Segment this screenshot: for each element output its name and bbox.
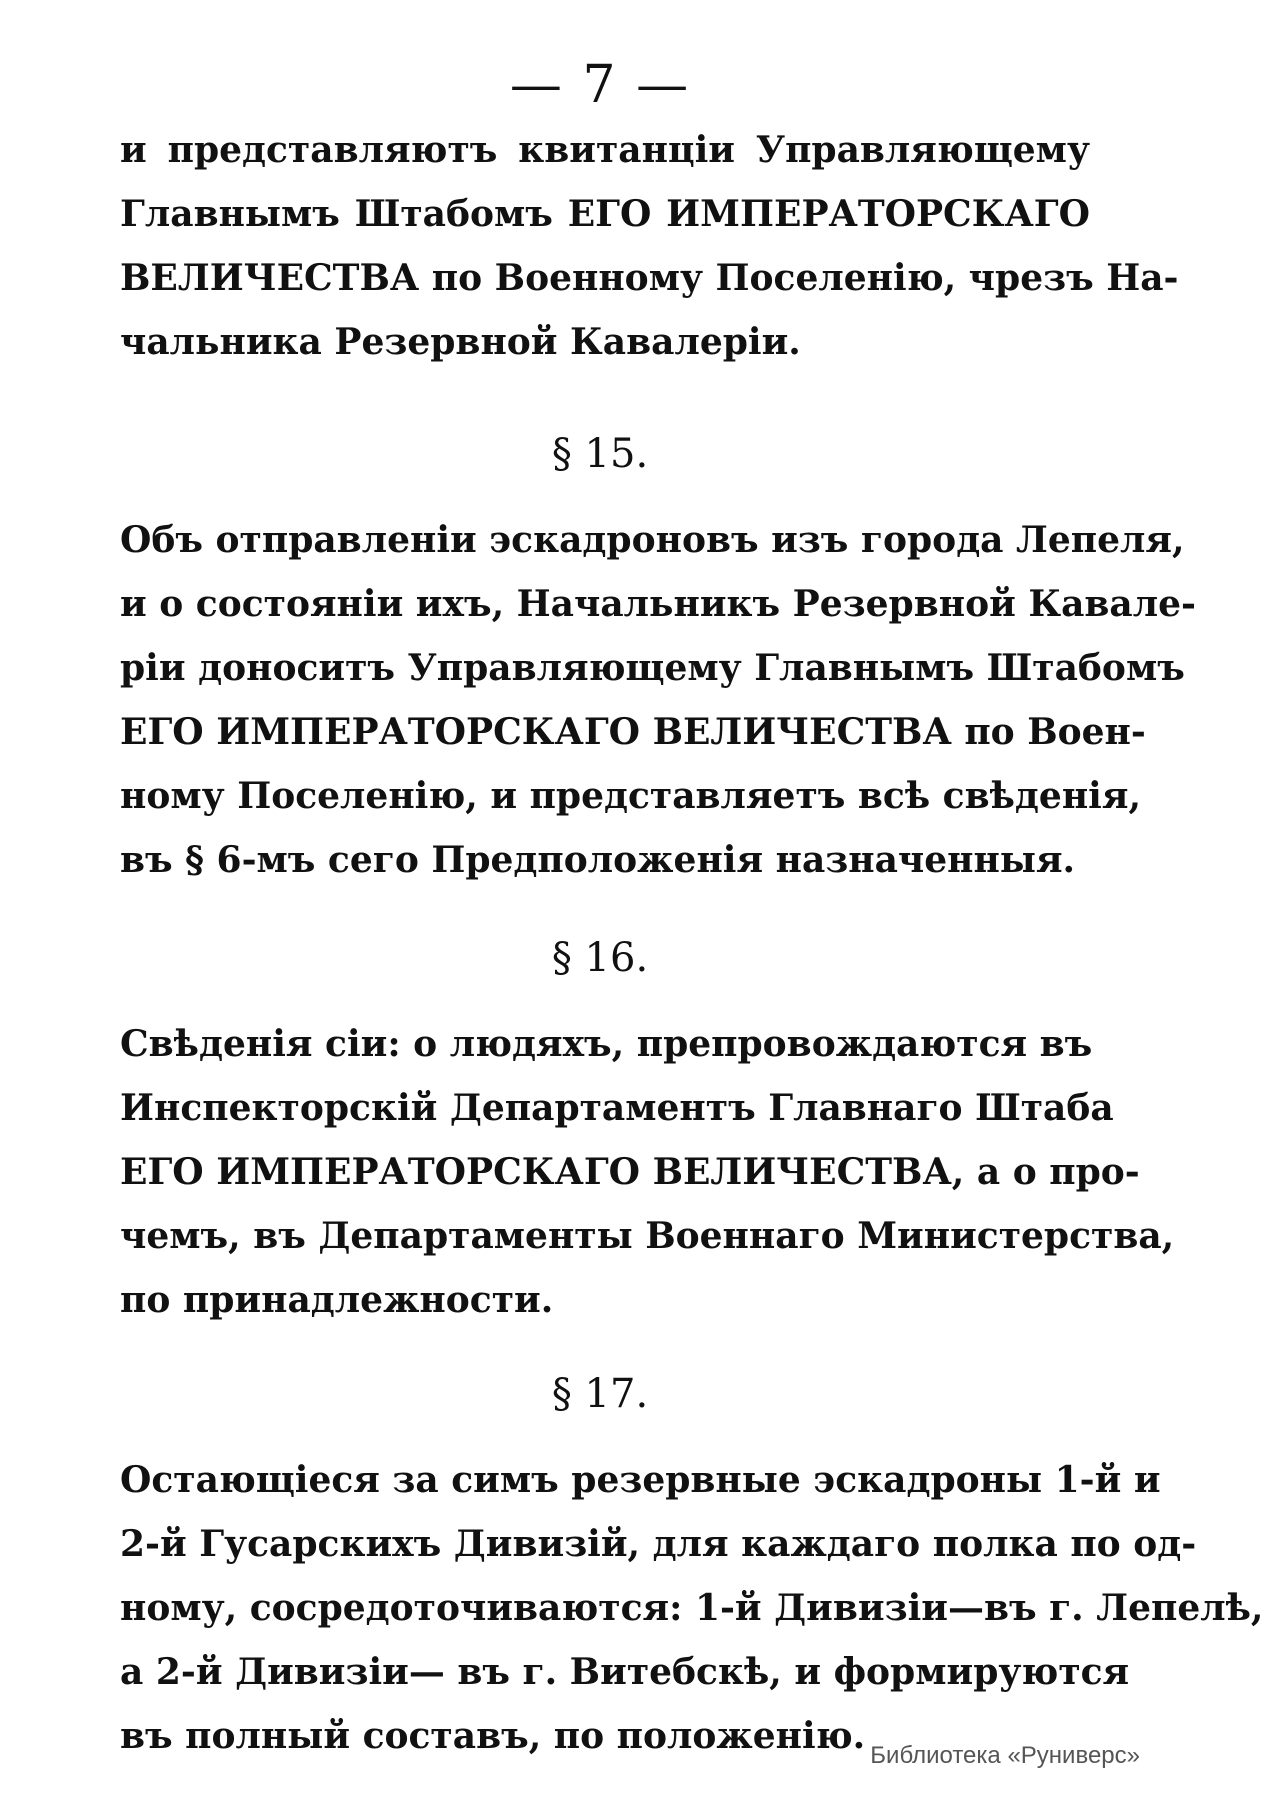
text-line: Остающіеся за симъ резервные эскадроны 1-й и bbox=[120, 1459, 1161, 1501]
text-line: и представляютъ квитанціи Управляющему bbox=[120, 129, 1090, 171]
text-line: а 2-й Дивизіи— въ г. Витебскѣ, и формируются bbox=[120, 1651, 1130, 1693]
section-heading-16: § 16. bbox=[551, 935, 649, 981]
text-line: въ § 6-мъ сего Предположенія назначенныя. bbox=[120, 839, 1076, 881]
text-line: Объ отправленіи эскадроновъ изъ города Лепеля, bbox=[120, 519, 1185, 561]
paragraph-section-16 bbox=[120, 1012, 1175, 1332]
text-line: ЕГО ИМПЕРАТОРСКАГО ВЕЛИЧЕСТВА по Воен- bbox=[120, 711, 1146, 753]
library-watermark: Библиотека «Руниверс» bbox=[870, 1742, 1140, 1769]
text-line: 2-й Гусарскихъ Дивизій, для каждаго полка по од- bbox=[120, 1523, 1197, 1565]
text-line: Главнымъ Штабомъ ЕГО ИМПЕРАТОРСКАГО bbox=[120, 193, 1090, 235]
text-line: ному Поселенію, и представляетъ всѣ свѣденія, bbox=[120, 775, 1141, 817]
section-heading-17: § 17. bbox=[551, 1371, 649, 1417]
text-line: ріи доноситъ Управляющему Главнымъ Штабомъ bbox=[120, 647, 1185, 689]
text-line: Инспекторскій Департаментъ Главнаго Штаба bbox=[120, 1087, 1114, 1129]
text-line: ному, сосредоточиваются: 1-й Дивизіи—въ г. Лепелѣ, bbox=[120, 1587, 1263, 1629]
text-line: чемъ, въ Департаменты Военнаго Министерства, bbox=[120, 1215, 1175, 1257]
page-number: — 7 — bbox=[509, 55, 691, 115]
text-line: ЕГО ИМПЕРАТОРСКАГО ВЕЛИЧЕСТВА, а о про- bbox=[120, 1151, 1140, 1193]
text-line: чальника Резервной Кавалеріи. bbox=[120, 321, 801, 363]
paragraph-section-17 bbox=[120, 1448, 1263, 1768]
text-line: по принадлежности. bbox=[120, 1279, 554, 1321]
text-line: Свѣденія сіи: о людяхъ, препровождаются въ bbox=[120, 1023, 1093, 1065]
text-line: въ полный составъ, по положенію. bbox=[120, 1715, 866, 1757]
paragraph-section-15 bbox=[120, 508, 1196, 892]
text-line: ВЕЛИЧЕСТВА по Военному Поселенію, чрезъ На- bbox=[120, 257, 1179, 299]
section-heading-15: § 15. bbox=[551, 431, 649, 477]
paragraph-continuation bbox=[120, 118, 1179, 374]
text-line: и о состояніи ихъ, Начальникъ Резервной Кавале- bbox=[120, 583, 1196, 625]
